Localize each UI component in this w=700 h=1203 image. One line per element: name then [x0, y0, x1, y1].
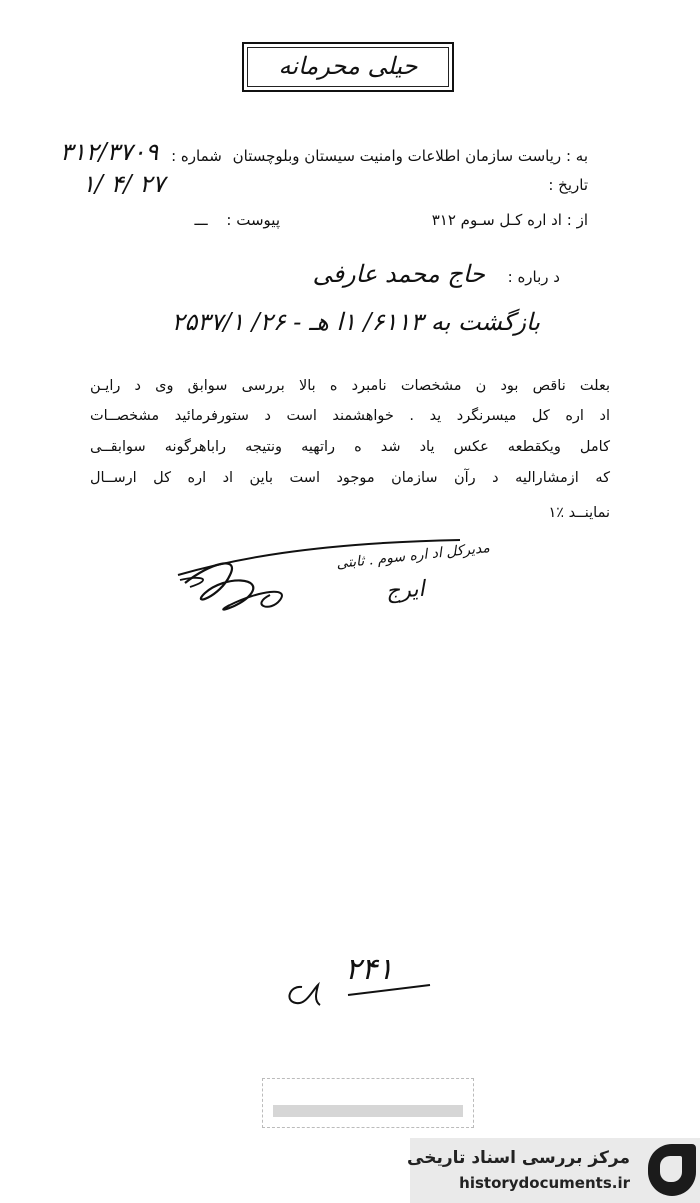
signature-title: مدیرکل اد اره سوم . ثابتی — [335, 539, 491, 573]
attachment-line — [194, 210, 280, 230]
to-label: به : — [565, 147, 588, 165]
from-label: از : — [566, 211, 588, 229]
subject-value: حاج محمد عارفی — [312, 260, 485, 288]
page-number-underline — [280, 975, 440, 1015]
from-text: اد اره کـل سـوم ۳۱۲ — [431, 211, 562, 229]
number-value: ۳۱۲/۳۷۰۹ — [60, 138, 159, 166]
body-line: کامل ویکقطعه عکس یاد شد ه راتهیه ونتیجه راباهرگونه سوابقــی — [90, 439, 610, 455]
from-line — [432, 210, 588, 230]
signature-scribble — [170, 535, 470, 625]
page-number: ۲۴۱ — [345, 952, 394, 987]
watermark-name: مرکز بررسی اسناد تاریخی — [407, 1148, 630, 1168]
body-line: که ازمشارالیه د رآن سازمان موجود است باین اد اره کل ارســال — [90, 470, 610, 486]
body-line: نماینــد ٪۱ — [548, 505, 610, 521]
date-label: تاریخ : — [548, 176, 588, 194]
body-line: بعلت ناقص بود ن مشخصات نامبرد ه بالا بررسی سوابق وی د رایـن — [90, 378, 610, 394]
classification-stamp — [242, 42, 454, 92]
number-label: شماره : — [171, 147, 222, 165]
attachment-label: پیوست : — [226, 211, 280, 229]
watermark-url: historydocuments.ir — [459, 1174, 630, 1192]
archive-stamp — [262, 1078, 474, 1128]
classification-text: حیلی محرمانه — [278, 52, 418, 80]
to-line — [171, 146, 588, 166]
watermark — [407, 1138, 700, 1203]
subject-label: د رباره : — [507, 268, 560, 286]
to-text: ریاست سازمان اطلاعات وامنیت سیستان وبلوچستان — [232, 147, 562, 165]
archive-logo-icon — [648, 1144, 696, 1196]
date-value: ۱/ ۴/ ۲۷ — [82, 170, 165, 198]
attachment-value: ـــ — [194, 211, 208, 229]
body-line: اد اره کل میسرنگرد ید . خواهشمند است د ستورفرمائید مشخصــات — [90, 408, 610, 424]
archive-stamp-fill — [273, 1105, 463, 1117]
reference-line: بازگشت به ۶۱۱۳/ ۱ا هـ - ۲۶/ ۲۵۳۷/۱ — [171, 308, 540, 336]
signature-initials: ایرج — [385, 576, 426, 605]
